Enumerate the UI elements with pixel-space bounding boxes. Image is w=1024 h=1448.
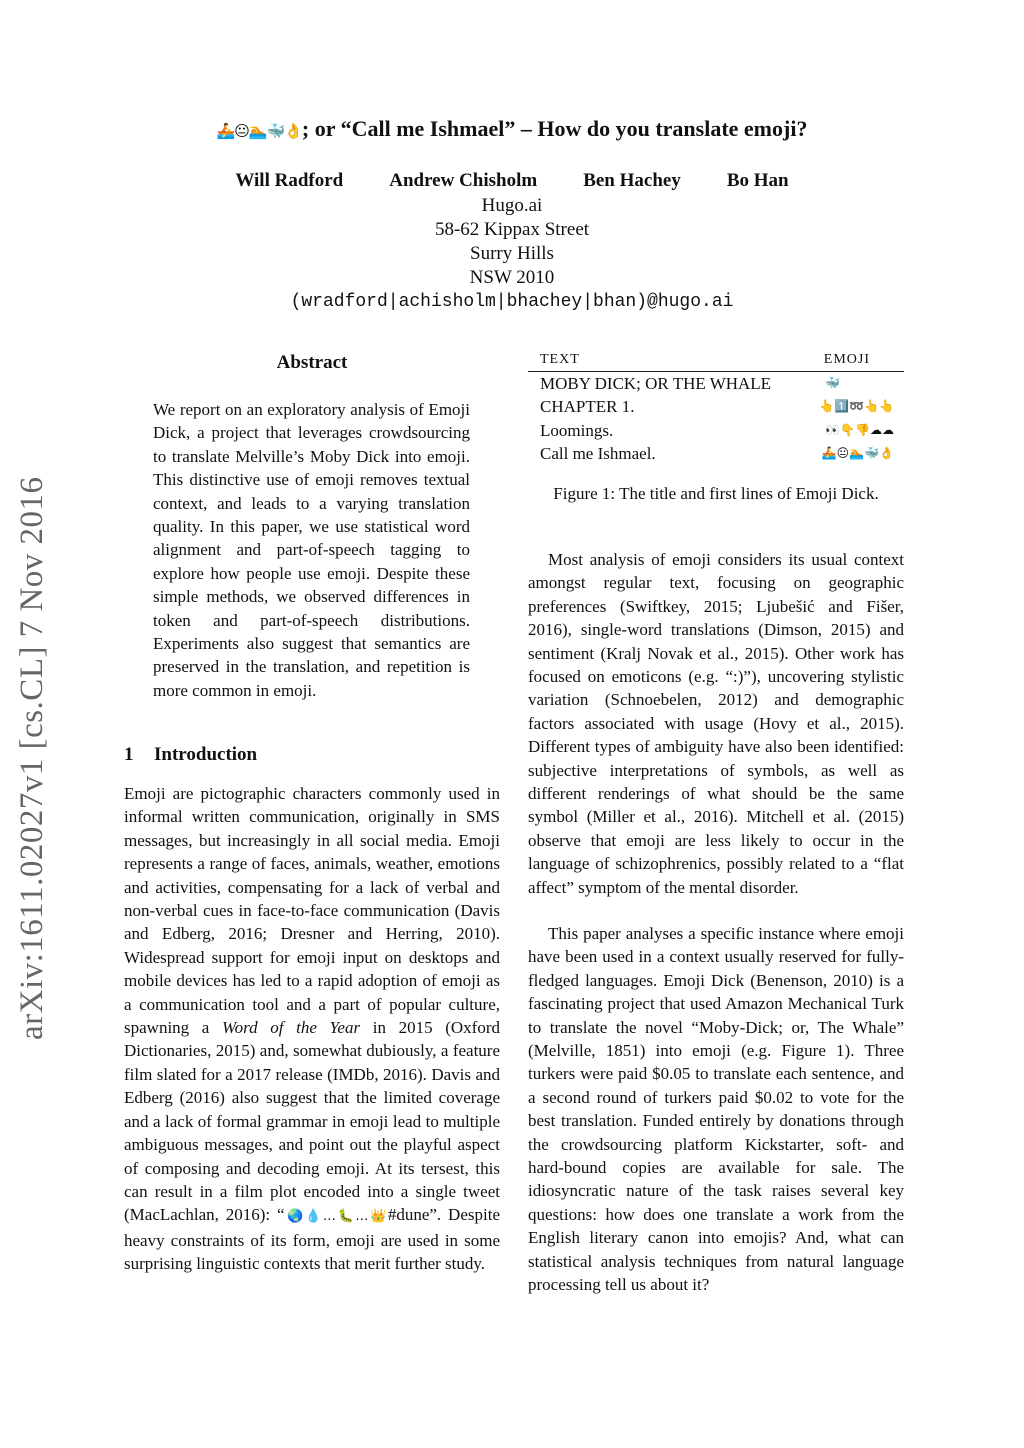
author-email: (wradford|achisholm|bhachey|bhan)@hugo.ai [290, 292, 734, 312]
paper-title [0, 116, 1024, 142]
table-row [528, 442, 904, 465]
intro-paragraph [124, 782, 500, 1276]
intro-text: #dune”. Despite heavy constraints of its form, emoji are used in some surprising linguistic contexts that merit further study. [124, 1205, 500, 1274]
abstract-text: We report on an exploratory analysis of Emoji Dick, a project that leverages crowdsourcing to translate Melville’s Moby Dick into emoji. This distinctive use of emoji removes textual context, and leads to a varying translation quality. In this paper, we use statistical word alignment and part-of-speech tagging to explore how people use emoji. Despite these simple methods, we observed differences in token and part-of-speech distributions. Experiments also suggest that semantics are preserved in the translation, and repetition is more common in emoji. [153, 400, 470, 700]
author: Bo Han [726, 170, 789, 191]
row-text: Call me Ishmael. [540, 444, 656, 464]
row-text: Loomings. [540, 420, 614, 440]
column-header-text: TEXT [540, 352, 580, 367]
row-emoji: 👀👇👎☁☁ [825, 422, 894, 437]
section-title: Introduction [154, 744, 258, 765]
intro-text: Emoji are pictographic characters commonly used in informal written communication, originally in SMS messages, but increasingly in all social media. Emoji represents a range of faces, animals, weather, emotions and activities, compensating for a lack of verbal and non-verbal cues in face-to-face communication (Davis and Edberg, 2016; Dresner and Herring, 2010). Widespread support for emoji input on desktops and mobile devices has led to a rapid adoption of emoji as a communication tool and a part of popular culture, spawning a [124, 784, 500, 1038]
section-number: 1 [124, 744, 134, 765]
section-heading [124, 744, 257, 766]
table-row [528, 419, 904, 442]
row-emoji: 👆1️⃣➿👆👆 [819, 399, 894, 414]
body-paragraph: This paper analyses a specific instance where emoji have been used in a context usually reserved for fully-fledged languages. Emoji Dick (Benenson, 2010) is a fascinating project that used Amazon Mechanical Turk to translate the novel “Moby-Dick; or, The Whale” (Melville, 1851) into emoji (e.g. Figure 1). Three turkers were paid $0.05 to translate each sentence, and a second round of turkers paid $0.02 to vote for the best translation. Funded entirely by donations through the crowdsourcing platform Kickstarter, soft- and hard-bound copies are available for sale. The idiosyncratic nature of the task raises several key questions: how does one translate a work from the English literary canon into emojis? And, what can statistical analysis techniques from natural language processing tell us about it? [528, 924, 904, 1295]
column-header-emoji: EMOJI [823, 352, 870, 367]
table-header [528, 352, 904, 372]
affiliation-org: Hugo.ai [481, 195, 543, 216]
row-text: MOBY DICK; OR THE WHALE [540, 374, 772, 393]
figure-caption: Figure 1: The title and first lines of Emoji Dick. [553, 484, 879, 503]
intro-text: in 2015 (Oxford Dictionaries, 2015) and, somewhat dubiously, a feature film slated for a 2017 release (IMDb, 2016). Davis and Edberg (2016) also suggest that the limited coverage and a lack of formal grammar in emoji lead to multiple ambiguous messages, and point out the playful aspect of composing and decoding emoji. At its tersest, this can result in a film plot encoded into a single tweet (MacLachlan, 2016): “ [124, 1018, 500, 1225]
author: Will Radford [235, 170, 344, 191]
arxiv-stamp: arXiv:1611.02027v1 [cs.CL] 7 Nov 2016 [14, 476, 50, 1040]
author: Andrew Chisholm [389, 170, 538, 191]
author: Ben Hachey [583, 170, 681, 191]
affiliation-state: NSW 2010 [469, 267, 555, 288]
affiliation-street: 58-62 Kippax Street [434, 219, 590, 240]
intro-italic: Word of the Year [222, 1018, 361, 1038]
row-emoji: 🐳 [825, 376, 840, 390]
row-emoji: 🚣😐🏊🐳👌 [821, 446, 894, 461]
author-list [0, 170, 1024, 192]
title-text: ; or “Call me Ishmael” – How do you translate emoji? [301, 116, 808, 141]
abstract-heading: Abstract [276, 352, 348, 373]
body-paragraph: Most analysis of emoji considers its usual context amongst regular text, focusing on geographic preferences (Swiftkey, 2015; Ljubešić and Fišer, 2016), single-word translations (Dimson, 2015) and sentiment (Kralj Novak et al., 2015). Other work has focused on emoticons (e.g. “:)”), uncovering stylistic variation (Schnoebelen, 2012) and demographic factors associated with usage (Hovy et al., 2015). Different types of ambiguity have also been identified: subjective interpretations of symbols, as well as different renderings of what should be the same symbol (Miller et al., 2016). Mitchell et al. (2015) observe that emoji are less likely to occur in the language of schizophrenics, possibly related to a “flat affect” symptom of the mental disorder. [528, 550, 904, 897]
table-row [528, 372, 904, 395]
row-text: CHAPTER 1. [540, 397, 635, 417]
tweet-emoji: 🌏💧…🐛…👑 [284, 1209, 388, 1225]
table-row [528, 395, 904, 418]
title-emoji: 🚣😐🏊🐳👌 [216, 122, 302, 140]
figure-table [528, 352, 904, 466]
affiliation-suburb: Surry Hills [470, 243, 554, 264]
